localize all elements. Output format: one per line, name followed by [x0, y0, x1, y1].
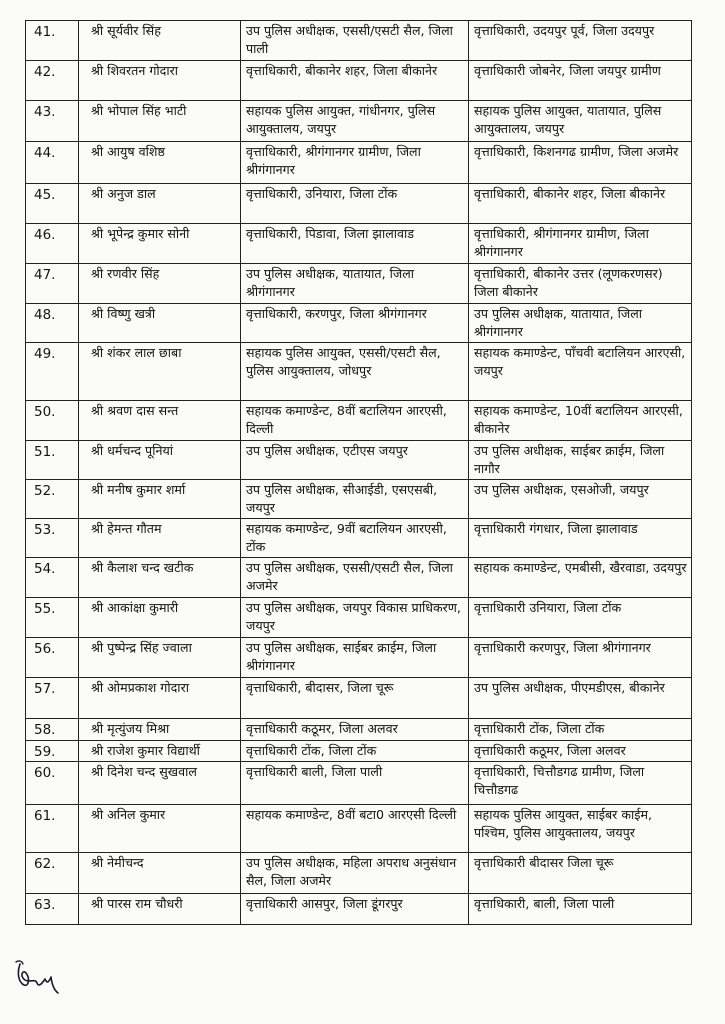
transfer-table	[25, 20, 692, 925]
table-row	[26, 401, 692, 441]
officer-name-cell: श्री ओमप्रकाश गोदारा	[79, 678, 241, 719]
serial-number-cell: 59.	[26, 740, 79, 762]
officer-name-cell: श्री सूर्यवीर सिंह	[79, 21, 241, 61]
serial-number-cell: 52.	[26, 480, 79, 519]
new-posting-cell: वृत्ताधिकारी कठूमर, जिला अलवर	[469, 740, 692, 762]
transfer-table-body	[26, 21, 692, 925]
table-row	[26, 264, 692, 304]
table-row	[26, 853, 692, 894]
current-posting-cell: वृत्ताधिकारी, बीदासर, जिला चूरू	[241, 678, 469, 719]
new-posting-cell: सहायक पुलिस आयुक्त, साईबर काईम, पश्चिम, पुलिस आयुक्तालय, जयपुर	[469, 805, 692, 853]
officer-name-cell: श्री शंकर लाल छाबा	[79, 343, 241, 401]
table-row	[26, 142, 692, 184]
current-posting-cell: सहायक कमाण्डेन्ट, 8वीं बटालियन आरएसी, दिल्ली	[241, 401, 469, 441]
serial-number-cell: 54.	[26, 558, 79, 598]
current-posting-cell: उप पुलिस अधीक्षक, एससी/एसटी सैल, जिला अजमेर	[241, 558, 469, 598]
officer-name-cell: श्री विष्णु खत्री	[79, 304, 241, 343]
new-posting-cell: वृत्ताधिकारी करणपुर, जिला श्रीगंगानगर	[469, 638, 692, 678]
serial-number-cell: 62.	[26, 853, 79, 894]
serial-number-cell: 58.	[26, 719, 79, 741]
current-posting-cell: वृत्ताधिकारी टोंक, जिला टोंक	[241, 740, 469, 762]
serial-number-cell: 42.	[26, 61, 79, 101]
current-posting-cell: उप पुलिस अधीक्षक, एटीएस जयपुर	[241, 441, 469, 480]
table-row	[26, 61, 692, 101]
current-posting-cell: वृत्ताधिकारी आसपुर, जिला डूंगरपुर	[241, 894, 469, 925]
current-posting-cell: वृत्ताधिकारी, पिडावा, जिला झालावाड	[241, 224, 469, 264]
current-posting-cell: वृत्ताधिकारी, उनियारा, जिला टोंक	[241, 184, 469, 224]
new-posting-cell: उप पुलिस अधीक्षक, पीएमडीएस, बीकानेर	[469, 678, 692, 719]
serial-number-cell: 44.	[26, 142, 79, 184]
signature-mark	[14, 952, 66, 994]
table-row	[26, 719, 692, 741]
current-posting-cell: सहायक पुलिस आयुक्त, एससी/एसटी सैल, पुलिस आयुक्तालय, जोधपुर	[241, 343, 469, 401]
table-row	[26, 101, 692, 142]
officer-name-cell: श्री कैलाश चन्द खटीक	[79, 558, 241, 598]
new-posting-cell: वृत्ताधिकारी बीदासर जिला चूरू	[469, 853, 692, 894]
officer-name-cell: श्री अनिल कुमार	[79, 805, 241, 853]
table-row	[26, 441, 692, 480]
serial-number-cell: 51.	[26, 441, 79, 480]
table-row	[26, 762, 692, 805]
officer-name-cell: श्री अनुज डाल	[79, 184, 241, 224]
new-posting-cell: वृत्ताधिकारी, चित्तौडगढ ग्रामीण, जिला चित्तौडगढ	[469, 762, 692, 805]
current-posting-cell: सहायक कमाण्डेन्ट, 8वीं बटा0 आरएसी दिल्ली	[241, 805, 469, 853]
current-posting-cell: वृत्ताधिकारी, श्रीगंगानगर ग्रामीण, जिला श्रीगंगानगर	[241, 142, 469, 184]
officer-name-cell: श्री आकांक्षा कुमारी	[79, 598, 241, 638]
serial-number-cell: 56.	[26, 638, 79, 678]
current-posting-cell: वृत्ताधिकारी कठूमर, जिला अलवर	[241, 719, 469, 741]
officer-name-cell: श्री शिवरतन गोदारा	[79, 61, 241, 101]
table-row	[26, 558, 692, 598]
serial-number-cell: 48.	[26, 304, 79, 343]
officer-name-cell: श्री रणवीर सिंह	[79, 264, 241, 304]
new-posting-cell: वृत्ताधिकारी उनियारा, जिला टोंक	[469, 598, 692, 638]
serial-number-cell: 49.	[26, 343, 79, 401]
new-posting-cell: वृत्ताधिकारी टोंक, जिला टोंक	[469, 719, 692, 741]
new-posting-cell: वृत्ताधिकारी, किशनगढ ग्रामीण, जिला अजमेर	[469, 142, 692, 184]
serial-number-cell: 55.	[26, 598, 79, 638]
new-posting-cell: सहायक कमाण्डेन्ट, पाँचवी बटालियन आरएसी, जयपुर	[469, 343, 692, 401]
table-row	[26, 21, 692, 61]
new-posting-cell: उप पुलिस अधीक्षक, साईबर क्राईम, जिला नागौर	[469, 441, 692, 480]
new-posting-cell: उप पुलिस अधीक्षक, एसओजी, जयपुर	[469, 480, 692, 519]
table-row	[26, 519, 692, 558]
current-posting-cell: उप पुलिस अधीक्षक, महिला अपराध अनुसंधान सैल, जिला अजमेर	[241, 853, 469, 894]
officer-name-cell: श्री पुष्पेन्द्र सिंह ज्वाला	[79, 638, 241, 678]
officer-name-cell: श्री भोपाल सिंह भाटी	[79, 101, 241, 142]
new-posting-cell: सहायक पुलिस आयुक्त, यातायात, पुलिस आयुक्तालय, जयपुर	[469, 101, 692, 142]
officer-name-cell: श्री मनीष कुमार शर्मा	[79, 480, 241, 519]
new-posting-cell: वृत्ताधिकारी, बीकानेर शहर, जिला बीकानेर	[469, 184, 692, 224]
current-posting-cell: वृत्ताधिकारी, करणपुर, जिला श्रीगंगानगर	[241, 304, 469, 343]
serial-number-cell: 63.	[26, 894, 79, 925]
table-row	[26, 304, 692, 343]
table-row	[26, 805, 692, 853]
serial-number-cell: 61.	[26, 805, 79, 853]
table-row	[26, 184, 692, 224]
officer-name-cell: श्री मृत्युंजय मिश्रा	[79, 719, 241, 741]
current-posting-cell: उप पुलिस अधीक्षक, सीआईडी, एसएसबी, जयपुर	[241, 480, 469, 519]
table-row	[26, 894, 692, 925]
current-posting-cell: उप पुलिस अधीक्षक, जयपुर विकास प्राधिकरण, जयपुर	[241, 598, 469, 638]
current-posting-cell: वृत्ताधिकारी, बीकानेर शहर, जिला बीकानेर	[241, 61, 469, 101]
officer-name-cell: श्री आयुष वशिष्ठ	[79, 142, 241, 184]
serial-number-cell: 45.	[26, 184, 79, 224]
current-posting-cell: उप पुलिस अधीक्षक, साईबर क्राईम, जिला श्रीगंगानगर	[241, 638, 469, 678]
new-posting-cell: वृत्ताधिकारी जोबनेर, जिला जयपुर ग्रामीण	[469, 61, 692, 101]
current-posting-cell: उप पुलिस अधीक्षक, यातायात, जिला श्रीगंगानगर	[241, 264, 469, 304]
table-row	[26, 598, 692, 638]
serial-number-cell: 46.	[26, 224, 79, 264]
serial-number-cell: 53.	[26, 519, 79, 558]
table-row	[26, 740, 692, 762]
table-row	[26, 638, 692, 678]
current-posting-cell: उप पुलिस अधीक्षक, एससी/एसटी सैल, जिला पाली	[241, 21, 469, 61]
serial-number-cell: 60.	[26, 762, 79, 805]
officer-name-cell: श्री धर्मचन्द पूनियां	[79, 441, 241, 480]
current-posting-cell: सहायक कमाण्डेन्ट, 9वीं बटालियन आरएसी, टोंक	[241, 519, 469, 558]
new-posting-cell: वृत्ताधिकारी गंगधार, जिला झालावाड	[469, 519, 692, 558]
officer-name-cell: श्री पारस राम चौधरी	[79, 894, 241, 925]
table-row	[26, 480, 692, 519]
officer-name-cell: श्री राजेश कुमार विद्यार्थी	[79, 740, 241, 762]
officer-name-cell: श्री दिनेश चन्द सुखवाल	[79, 762, 241, 805]
current-posting-cell: वृत्ताधिकारी बाली, जिला पाली	[241, 762, 469, 805]
serial-number-cell: 43.	[26, 101, 79, 142]
serial-number-cell: 47.	[26, 264, 79, 304]
table-row	[26, 678, 692, 719]
new-posting-cell: उप पुलिस अधीक्षक, यातायात, जिला श्रीगंगानगर	[469, 304, 692, 343]
current-posting-cell: सहायक पुलिस आयुक्त, गांधीनगर, पुलिस आयुक्तालय, जयपुर	[241, 101, 469, 142]
new-posting-cell: वृत्ताधिकारी, श्रीगंगानगर ग्रामीण, जिला श्रीगंगानगर	[469, 224, 692, 264]
serial-number-cell: 57.	[26, 678, 79, 719]
table-row	[26, 224, 692, 264]
serial-number-cell: 50.	[26, 401, 79, 441]
new-posting-cell: वृत्ताधिकारी, बीकानेर उत्तर (लूणकरणसर) जिला बीकानेर	[469, 264, 692, 304]
officer-name-cell: श्री हेमन्त गौतम	[79, 519, 241, 558]
officer-name-cell: श्री श्रवण दास सन्त	[79, 401, 241, 441]
table-row	[26, 343, 692, 401]
officer-name-cell: श्री भूपेन्द्र कुमार सोनी	[79, 224, 241, 264]
new-posting-cell: सहायक कमाण्डेन्ट, 10वीं बटालियन आरएसी, बीकानेर	[469, 401, 692, 441]
new-posting-cell: वृत्ताधिकारी, उदयपुर पूर्व, जिला उदयपुर	[469, 21, 692, 61]
new-posting-cell: सहायक कमाण्डेन्ट, एमबीसी, खैरवाडा, उदयपुर	[469, 558, 692, 598]
serial-number-cell: 41.	[26, 21, 79, 61]
new-posting-cell: वृत्ताधिकारी, बाली, जिला पाली	[469, 894, 692, 925]
officer-name-cell: श्री नेमीचन्द	[79, 853, 241, 894]
